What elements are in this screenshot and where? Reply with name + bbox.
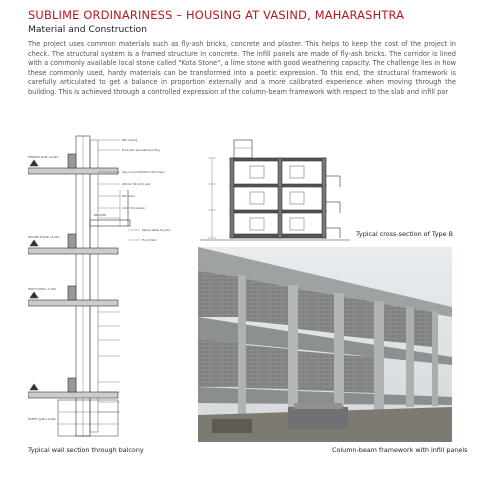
wall-section-drawing bbox=[28, 130, 194, 442]
page-title: SUBLIME ORDINARINESS – HOUSING AT VASIND, MAHARASHTRA bbox=[28, 8, 405, 22]
label-plinth: PLINTH SLAB +0.60m bbox=[28, 418, 57, 421]
section-heading: Material and Construction bbox=[28, 24, 147, 35]
building-photo bbox=[198, 247, 452, 442]
label-balcony: BALCONY bbox=[94, 214, 107, 217]
label-brick-bat: Brick bat coba waterproofing bbox=[122, 149, 160, 152]
label-floor-finish: Floor finish bbox=[142, 239, 157, 242]
label-terrace: TERRACE SLAB +9.30m bbox=[28, 156, 59, 159]
cross-section-drawing bbox=[200, 130, 350, 246]
photo-caption: Column-beam framework with infill panels bbox=[332, 446, 468, 454]
cross-section-caption: Typical cross-section of Type B bbox=[356, 230, 453, 238]
label-rcc-coping: RCC Coping bbox=[122, 139, 138, 142]
body-paragraph: The project uses common materials such as fly-ash bricks, concrete and plaster. This helps to keep the cost of the project in check. The structural system is a framed structure in concrete. The infill panels are made of fly-ash bricks. The corridor is lined with a commonly available local stone called "Kota Stone", a lime stone with good weathering capacity. The challenge lies in how these commonly used, hardy materials can be transformed into a poetic expression. To this end, the structural framework is carefully articulated to get a balance in proportion externally and a more calibrated experience when moving through the building. This is achieved through a controlled expression of the column-beam framework with respect to the slab and infill par bbox=[28, 40, 456, 96]
label-clay-mould: Clay mould 20x50mm RCC beam bbox=[122, 171, 165, 174]
wall-section-caption: Typical wall section through balcony bbox=[28, 446, 144, 454]
label-plaster: 12mm thk plaster bbox=[122, 207, 146, 210]
label-first-floor: FIRST FLOOR +3.10m bbox=[28, 288, 57, 291]
label-rcc-lintel: RCC lintel bbox=[122, 195, 135, 198]
label-second-floor: SECOND FLOOR +6.20m bbox=[28, 236, 60, 239]
label-railing: Railing (Refer Drg No) bbox=[142, 229, 171, 232]
label-flyash-wall: 200mm thk brick wall bbox=[122, 183, 151, 186]
